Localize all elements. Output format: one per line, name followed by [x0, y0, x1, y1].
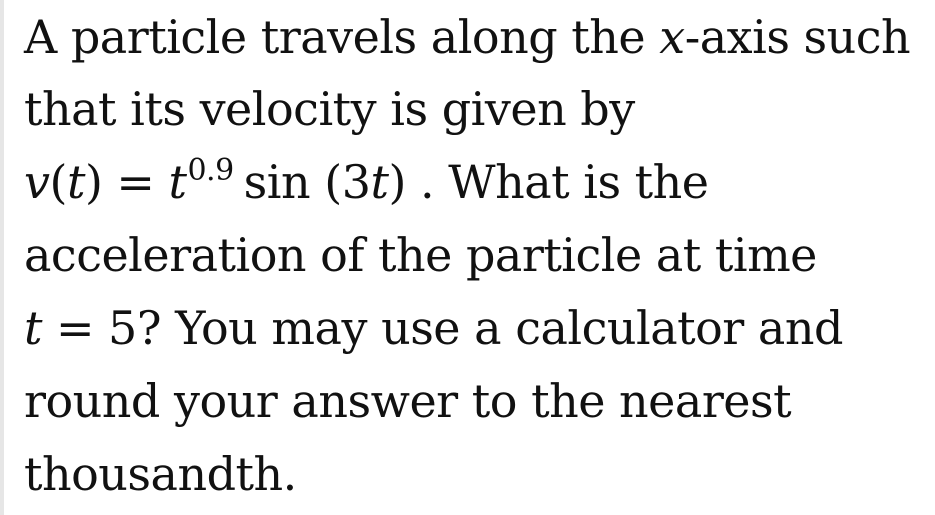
math-paren-close: ) [388, 155, 406, 209]
math-paren-open: ( [49, 155, 67, 209]
question-text-part: You may use a calculator and [160, 301, 843, 355]
math-equals: = [116, 155, 155, 209]
math-variable-t: t [24, 301, 42, 355]
question-text-part: A particle travels along the [24, 10, 660, 64]
math-paren-open: ( [324, 155, 342, 209]
question-text-part: acceleration of the particle at time [24, 228, 817, 282]
question-line-5 [24, 291, 843, 365]
question-text-part: -axis such [684, 10, 911, 64]
math-paren-close: ) [84, 155, 103, 209]
question-text-part: round your answer to the nearest [24, 374, 792, 428]
velocity-equation-line [24, 145, 709, 219]
time-value: 5? [108, 301, 161, 355]
left-border [0, 0, 4, 515]
math-coefficient: 3 [341, 155, 371, 209]
math-variable-t: t [66, 155, 85, 209]
math-variable-t: t [168, 155, 187, 209]
question-line-1 [24, 0, 910, 74]
math-variable-x: x [659, 10, 685, 64]
math-variable-v: v [24, 155, 50, 209]
math-variable-t: t [370, 155, 389, 209]
question-line-2 [24, 72, 635, 146]
question-text-part: . What is the [405, 155, 709, 209]
math-function-sin: sin [243, 155, 311, 209]
question-line-4 [24, 218, 817, 292]
math-equals: = [56, 301, 95, 355]
question-text-part: that its velocity is given by [24, 82, 635, 136]
question-text-part: thousandth. [24, 447, 297, 501]
question-line-6 [24, 364, 791, 438]
question-line-7 [24, 437, 297, 511]
math-exponent: 0.9 [187, 153, 234, 188]
